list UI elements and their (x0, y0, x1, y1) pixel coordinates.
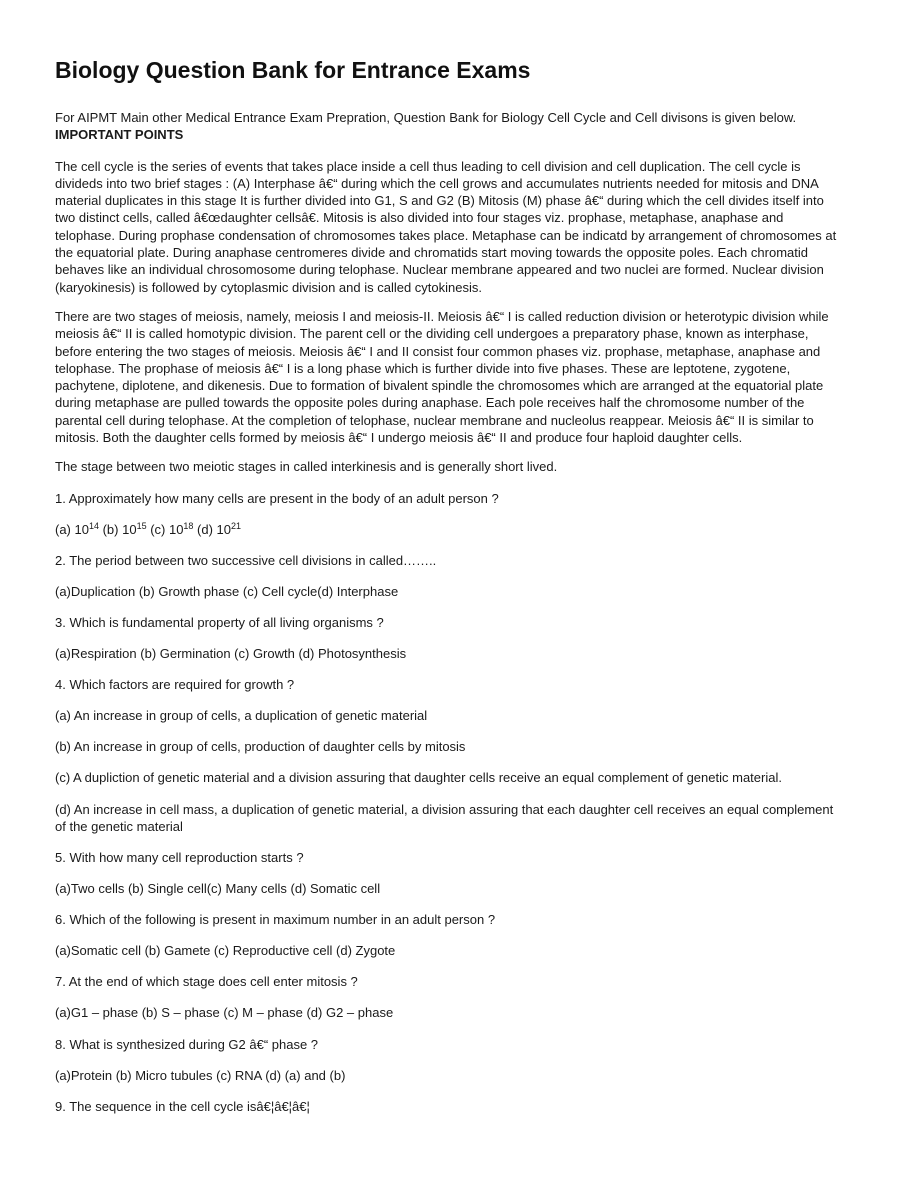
question-7: 7. At the end of which stage does cell enter mitosis ? (55, 974, 358, 990)
question-5-options: (a)Two cells (b) Single cell(c) Many cells (d) Somatic cell (55, 881, 381, 897)
question-2-options: (a)Duplication (b) Growth phase (c) Cell cycle(d) Interphase (55, 583, 399, 599)
question-9: 9. The sequence in the cell cycle isâ€¦â€¦â€¦ (55, 1098, 310, 1114)
question-8-options: (a)Protein (b) Micro tubules (c) RNA (d) (a) and (b) (55, 1067, 346, 1083)
option-c: (c) 10 (146, 521, 184, 537)
question-4-option-d: (d) An increase in cell mass, a duplication of genetic material, a division assuring that each daughter cell receives an equal complement of the genetic material (55, 801, 834, 834)
paragraph-cell-cycle: The cell cycle is the series of events that takes place inside a cell thus leading to cell division and cell duplication. The cell cycle is divideds into two brief stages : (A) Interphase â€“ during which the cell grows and accumulates nutrients needed for mitosis and DNA material duplicates in this stage It is further divided into G1, S and G2 (B) Mitosis (M) phase â€“ during which the cell divides itself into two distinct cells, called â€œdaughter cellsâ€. Mitosis is also divided into four stages viz. prophase, metaphase, anaphase and telophase. During prophase condensation of chromosomes takes place. Metaphase can be indicatd by arrangement of chromosomes at the equatorial plate. During anaphase centromeres divide and chromatids start moving towards the opposite poles. Each chromatid behaves like an individual chrosomosome during telophase. Nuclear membrane appeared and two nuclei are formed. Nuclear division (karyokinesis) is followed by cytoplasmic division and is called cytokinesis. (55, 158, 837, 295)
option-d: (d) 10 (193, 521, 232, 537)
option-d-exponent: 21 (231, 520, 242, 531)
question-5: 5. With how many cell reproduction starts ? (55, 849, 304, 865)
page-title: Biology Question Bank for Entrance Exams (55, 57, 531, 83)
paragraph-meiosis: There are two stages of meiosis, namely, meiosis I and meiosis-II. Meiosis â€“ I is called reduction division or heterotypic division while meiosis â€“ II is called homotypic division. The parent cell or the dividing cell undergoes a preparatory phase, known as interphase, before entering the two stages of meiosis. Meiosis â€“ I and II consist four common phases viz. prophase, metaphase, anaphase and telophase. The prophase of meiosis â€“ I is a long phase which is further divide into five phases. These are leptotene, zygotene, pachytene, diplotene, and dikenesis. Due to formation of bivalent spindle the chromosomes which are arranged at the equatorial plate during metaphase are pulled towards the opposite poles during anaphase. Each pole receives half the chromosome number of the parental cell during telophase. At the completion of telophase, nuclear membrane and nucleolus reappear. Meiosis â€“ II is similar to mitosis. Both the daughter cells formed by meiosis â€“ I undergo meiosis â€“ II and produce four haploid daughter cells. (55, 308, 829, 446)
question-6-options: (a)Somatic cell (b) Gamete (c) Reproductive cell (d) Zygote (55, 943, 396, 959)
question-8: 8. What is synthesized during G2 â€“ phase ? (55, 1036, 319, 1052)
document-page (55, 55, 845, 1129)
question-4-option-a: (a) An increase in group of cells, a duplication of genetic material (55, 708, 428, 724)
option-a-exponent: 14 (88, 520, 99, 531)
question-2: 2. The period between two successive cell divisions in called…….. (55, 552, 437, 568)
paragraph-interkinesis: The stage between two meiotic stages in called interkinesis and is generally short lived. (55, 459, 558, 475)
question-7-options: (a)G1 – phase (b) S – phase (c) M – phase (d) G2 – phase (55, 1005, 394, 1021)
question-1-options (55, 521, 845, 538)
question-4-option-c: (c) A dupliction of genetic material and a division assuring that daughter cells receive an equal complement of genetic material. (55, 770, 782, 786)
question-4-option-b: (b) An increase in group of cells, production of daughter cells by mitosis (55, 739, 466, 755)
question-6: 6. Which of the following is present in maximum number in an adult person ? (55, 912, 496, 928)
question-3: 3. Which is fundamental property of all living organisms ? (55, 615, 384, 631)
option-c-exponent: 18 (183, 520, 194, 531)
intro-text: For AIPMT Main other Medical Entrance Exam Prepration, Question Bank for Biology Cell Cycle and Cell divisons is given below. (55, 110, 797, 125)
option-a: (a) 10 (55, 521, 89, 537)
question-4: 4. Which factors are required for growth ? (55, 677, 295, 693)
option-b-exponent: 15 (136, 520, 147, 531)
important-points-heading: IMPORTANT POINTS (55, 127, 184, 143)
question-3-options: (a)Respiration (b) Germination (c) Growth (d) Photosynthesis (55, 646, 407, 662)
option-b: (b) 10 (98, 521, 137, 537)
question-1: 1. Approximately how many cells are present in the body of an adult person ? (55, 490, 499, 506)
